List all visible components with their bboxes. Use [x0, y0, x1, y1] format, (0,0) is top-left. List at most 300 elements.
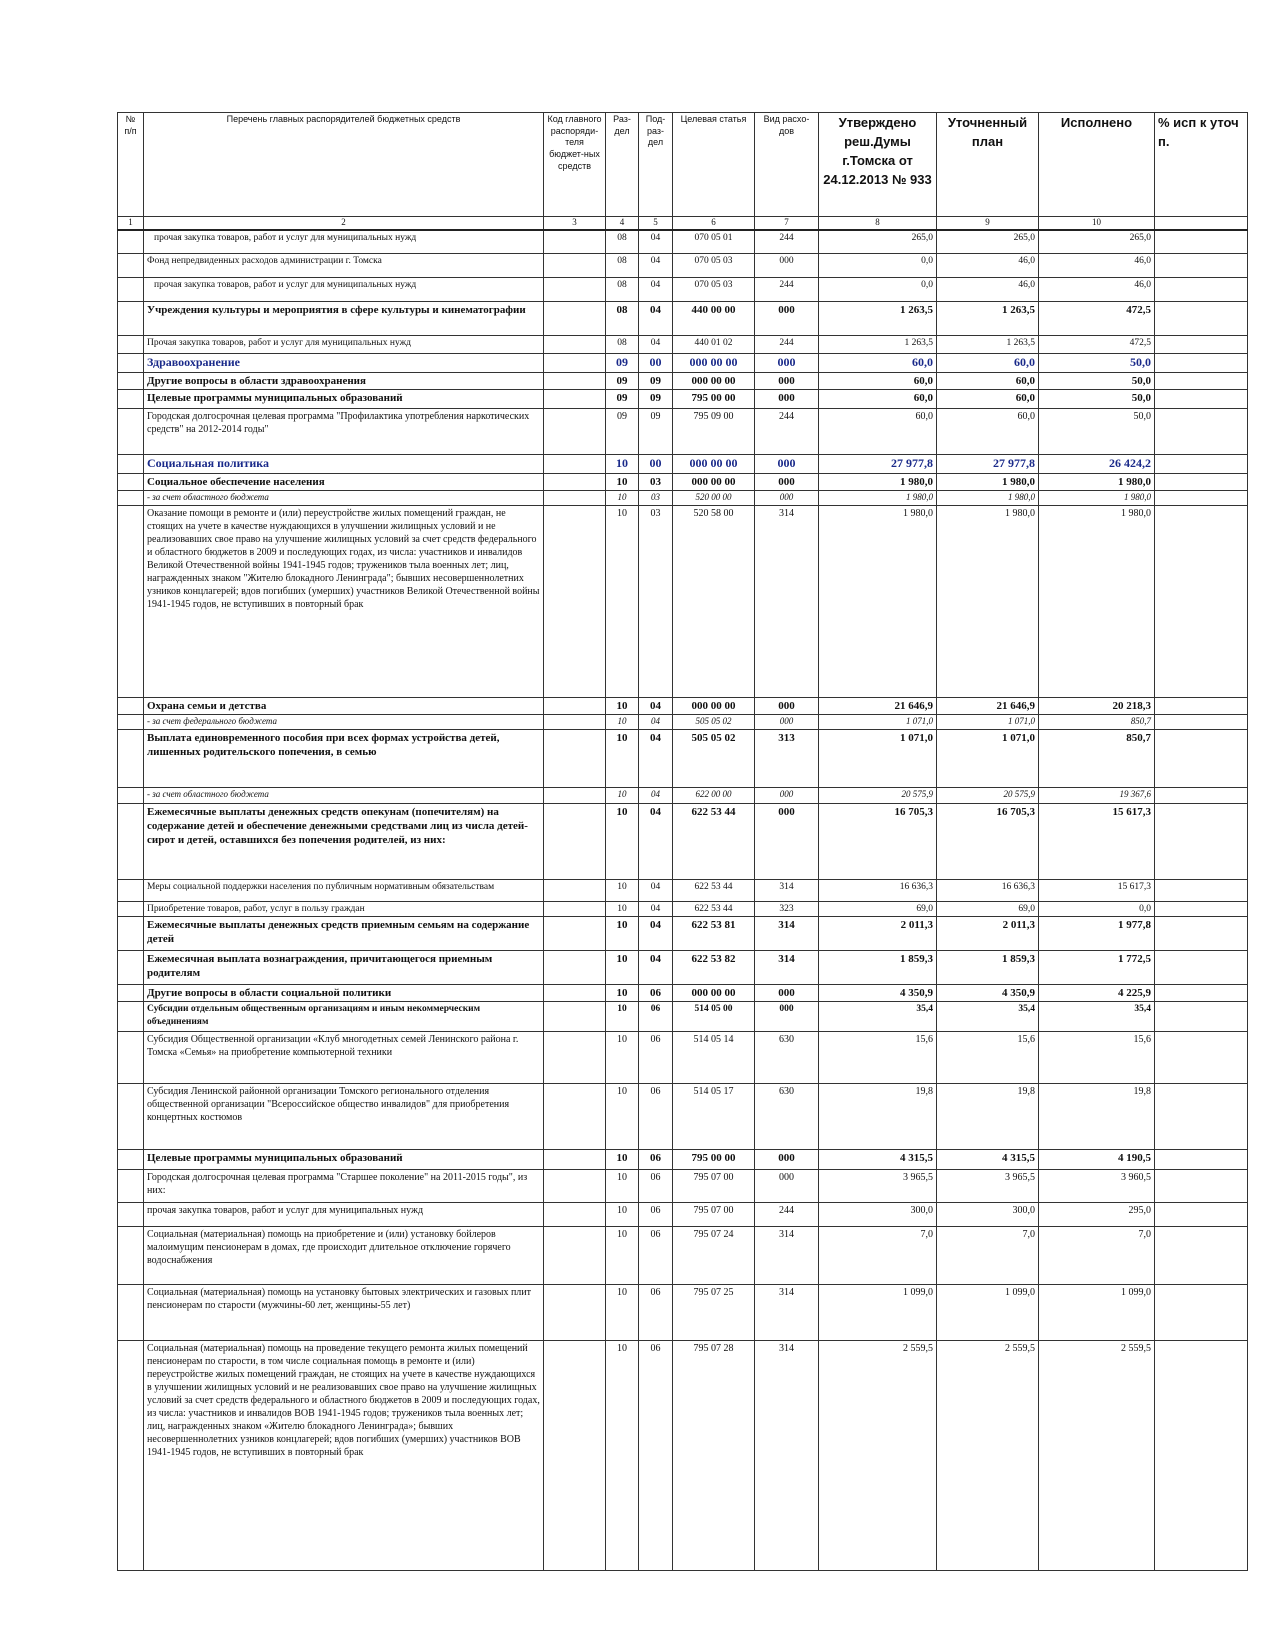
row-approved: 7,0 — [819, 1227, 937, 1285]
row-name: Другие вопросы в области социальной политики — [144, 984, 544, 1001]
row-section: 10 — [606, 950, 639, 984]
row-subsection: 04 — [639, 714, 673, 729]
row-target: 622 00 00 — [673, 787, 755, 803]
row-approved: 2 011,3 — [819, 916, 937, 950]
row-percent — [1155, 879, 1248, 901]
row-executed: 7,0 — [1039, 1227, 1155, 1285]
table-row — [118, 1170, 1248, 1203]
row-section: 10 — [606, 1150, 639, 1170]
row-section: 10 — [606, 714, 639, 729]
row-code — [544, 1227, 606, 1285]
row-exptype: 000 — [755, 473, 819, 490]
row-name: Меры социальной поддержки населения по публичным нормативным обязательствам — [144, 879, 544, 901]
row-target: 505 05 02 — [673, 714, 755, 729]
row-num — [118, 901, 144, 916]
row-code — [544, 714, 606, 729]
row-exptype: 244 — [755, 230, 819, 254]
row-subsection: 04 — [639, 729, 673, 787]
row-plan: 1 980,0 — [937, 473, 1039, 490]
row-name: Ежемесячные выплаты денежных средств приемным семьям на содержание детей — [144, 916, 544, 950]
row-name: - за счет федерального бюджета — [144, 714, 544, 729]
row-executed: 19 367,6 — [1039, 787, 1155, 803]
row-executed: 50,0 — [1039, 372, 1155, 389]
row-code — [544, 354, 606, 373]
row-percent — [1155, 714, 1248, 729]
row-target: 622 53 81 — [673, 916, 755, 950]
row-plan: 1 099,0 — [937, 1285, 1039, 1341]
row-subsection: 09 — [639, 372, 673, 389]
row-approved: 1 263,5 — [819, 302, 937, 336]
row-subsection: 04 — [639, 901, 673, 916]
row-executed: 19,8 — [1039, 1084, 1155, 1150]
table-row — [118, 1285, 1248, 1341]
row-num — [118, 455, 144, 474]
row-exptype: 000 — [755, 372, 819, 389]
row-target: 440 00 00 — [673, 302, 755, 336]
row-code — [544, 1170, 606, 1203]
row-section: 10 — [606, 879, 639, 901]
row-num — [118, 230, 144, 254]
row-target: 514 05 17 — [673, 1084, 755, 1150]
row-code — [544, 302, 606, 336]
header-executed: Исполнено — [1039, 113, 1155, 217]
row-approved: 0,0 — [819, 254, 937, 278]
row-approved: 16 636,3 — [819, 879, 937, 901]
row-code — [544, 950, 606, 984]
row-approved: 21 646,9 — [819, 697, 937, 714]
row-name: Целевые программы муниципальных образований — [144, 390, 544, 409]
table-row — [118, 901, 1248, 916]
header-percent: % исп к уточ п. — [1155, 113, 1248, 217]
row-subsection: 04 — [639, 254, 673, 278]
header-name: Перечень главных распорядителей бюджетных средств — [144, 113, 544, 217]
row-exptype: 314 — [755, 950, 819, 984]
row-exptype: 000 — [755, 1150, 819, 1170]
row-exptype: 000 — [755, 354, 819, 373]
column-numbers-row — [118, 217, 1248, 230]
row-approved: 16 705,3 — [819, 803, 937, 879]
row-plan: 300,0 — [937, 1203, 1039, 1227]
row-executed: 472,5 — [1039, 336, 1155, 354]
row-target: 795 07 00 — [673, 1170, 755, 1203]
row-executed: 295,0 — [1039, 1203, 1155, 1227]
table-row — [118, 230, 1248, 254]
row-target: 070 05 03 — [673, 254, 755, 278]
table-row — [118, 984, 1248, 1001]
row-subsection: 00 — [639, 455, 673, 474]
row-section: 10 — [606, 1032, 639, 1084]
row-executed: 265,0 — [1039, 230, 1155, 254]
row-percent — [1155, 1285, 1248, 1341]
row-name: Социальное обеспечение населения — [144, 473, 544, 490]
header-approved: Утверждено реш.Думы г.Томска от 24.12.2013 № 933 — [819, 113, 937, 217]
row-exptype: 630 — [755, 1032, 819, 1084]
table-row — [118, 336, 1248, 354]
row-section: 10 — [606, 916, 639, 950]
row-name: прочая закупка товаров, работ и услуг для муниципальных нужд — [144, 1203, 544, 1227]
row-executed: 35,4 — [1039, 1002, 1155, 1032]
row-approved: 60,0 — [819, 390, 937, 409]
row-subsection: 04 — [639, 230, 673, 254]
row-name: Субсидия Ленинской районной организации Томского регионального отделения общественной организации "Всероссийское общество инвалидов" для приобретения концертных костюмов — [144, 1084, 544, 1150]
row-code — [544, 697, 606, 714]
row-section: 10 — [606, 787, 639, 803]
row-percent — [1155, 390, 1248, 409]
row-subsection: 06 — [639, 1084, 673, 1150]
row-percent — [1155, 1150, 1248, 1170]
row-plan: 27 977,8 — [937, 455, 1039, 474]
row-code — [544, 1002, 606, 1032]
colnum: 1 — [118, 217, 144, 230]
header-subsection: Под-раз-дел — [639, 113, 673, 217]
row-exptype: 000 — [755, 1170, 819, 1203]
row-name: прочая закупка товаров, работ и услуг для муниципальных нужд — [144, 230, 544, 254]
row-name: Другие вопросы в области здравоохранения — [144, 372, 544, 389]
row-executed: 15,6 — [1039, 1032, 1155, 1084]
row-subsection: 06 — [639, 1002, 673, 1032]
row-executed: 472,5 — [1039, 302, 1155, 336]
row-plan: 1 071,0 — [937, 714, 1039, 729]
row-section: 10 — [606, 803, 639, 879]
row-code — [544, 803, 606, 879]
row-target: 070 05 01 — [673, 230, 755, 254]
row-percent — [1155, 984, 1248, 1001]
row-plan: 60,0 — [937, 354, 1039, 373]
table-row — [118, 1084, 1248, 1150]
row-name: Приобретение товаров, работ, услуг в пользу граждан — [144, 901, 544, 916]
row-exptype: 314 — [755, 879, 819, 901]
row-executed: 0,0 — [1039, 901, 1155, 916]
row-name: - за счет областного бюджета — [144, 787, 544, 803]
table-body — [118, 230, 1248, 1571]
row-num — [118, 1203, 144, 1227]
row-num — [118, 409, 144, 455]
row-section: 10 — [606, 490, 639, 505]
row-plan: 60,0 — [937, 390, 1039, 409]
row-percent — [1155, 1170, 1248, 1203]
row-section: 08 — [606, 302, 639, 336]
row-section: 09 — [606, 354, 639, 373]
row-plan: 46,0 — [937, 254, 1039, 278]
row-exptype: 630 — [755, 1084, 819, 1150]
row-subsection: 03 — [639, 473, 673, 490]
row-num — [118, 879, 144, 901]
row-num — [118, 505, 144, 697]
row-target: 000 00 00 — [673, 455, 755, 474]
row-num — [118, 1285, 144, 1341]
row-exptype: 000 — [755, 390, 819, 409]
row-name: Здравоохранение — [144, 354, 544, 373]
row-exptype: 000 — [755, 254, 819, 278]
row-code — [544, 455, 606, 474]
row-num — [118, 697, 144, 714]
row-exptype: 314 — [755, 1227, 819, 1285]
row-subsection: 06 — [639, 1341, 673, 1571]
row-percent — [1155, 230, 1248, 254]
row-exptype: 244 — [755, 336, 819, 354]
colnum: 9 — [937, 217, 1039, 230]
row-name: Целевые программы муниципальных образований — [144, 1150, 544, 1170]
row-percent — [1155, 505, 1248, 697]
row-name: Учреждения культуры и мероприятия в сфере культуры и кинематографии — [144, 302, 544, 336]
row-code — [544, 901, 606, 916]
row-percent — [1155, 697, 1248, 714]
row-percent — [1155, 787, 1248, 803]
row-num — [118, 916, 144, 950]
row-exptype: 000 — [755, 697, 819, 714]
table-row — [118, 254, 1248, 278]
row-section: 10 — [606, 505, 639, 697]
table-row — [118, 879, 1248, 901]
row-target: 795 00 00 — [673, 390, 755, 409]
row-approved: 3 965,5 — [819, 1170, 937, 1203]
row-approved: 1 263,5 — [819, 336, 937, 354]
table-row — [118, 1150, 1248, 1170]
table-row — [118, 1002, 1248, 1032]
row-num — [118, 278, 144, 302]
table-row — [118, 354, 1248, 373]
row-executed: 1 772,5 — [1039, 950, 1155, 984]
row-num — [118, 372, 144, 389]
row-executed: 1 980,0 — [1039, 473, 1155, 490]
row-target: 000 00 00 — [673, 984, 755, 1001]
row-plan: 19,8 — [937, 1084, 1039, 1150]
row-executed: 850,7 — [1039, 729, 1155, 787]
row-percent — [1155, 409, 1248, 455]
row-subsection: 09 — [639, 409, 673, 455]
row-executed: 4 190,5 — [1039, 1150, 1155, 1170]
row-num — [118, 729, 144, 787]
row-plan: 7,0 — [937, 1227, 1039, 1285]
colnum: 10 — [1039, 217, 1155, 230]
header-exptype: Вид расхо-дов — [755, 113, 819, 217]
row-percent — [1155, 336, 1248, 354]
row-subsection: 09 — [639, 390, 673, 409]
row-section: 10 — [606, 984, 639, 1001]
row-plan: 1 263,5 — [937, 302, 1039, 336]
row-percent — [1155, 490, 1248, 505]
row-plan: 15,6 — [937, 1032, 1039, 1084]
row-percent — [1155, 278, 1248, 302]
row-percent — [1155, 901, 1248, 916]
row-exptype: 000 — [755, 490, 819, 505]
budget-table-frame — [117, 112, 1275, 1571]
row-code — [544, 230, 606, 254]
row-subsection: 06 — [639, 1227, 673, 1285]
table-row — [118, 803, 1248, 879]
row-num — [118, 254, 144, 278]
row-approved: 4 315,5 — [819, 1150, 937, 1170]
row-subsection: 04 — [639, 302, 673, 336]
header-row — [118, 113, 1248, 217]
row-plan: 4 350,9 — [937, 984, 1039, 1001]
row-section: 08 — [606, 278, 639, 302]
row-section: 10 — [606, 1084, 639, 1150]
row-exptype: 323 — [755, 901, 819, 916]
row-plan: 20 575,9 — [937, 787, 1039, 803]
table-row — [118, 787, 1248, 803]
row-plan: 265,0 — [937, 230, 1039, 254]
row-executed: 50,0 — [1039, 354, 1155, 373]
colnum — [1155, 217, 1248, 230]
row-approved: 0,0 — [819, 278, 937, 302]
row-percent — [1155, 1002, 1248, 1032]
row-target: 622 53 82 — [673, 950, 755, 984]
row-approved: 4 350,9 — [819, 984, 937, 1001]
row-approved: 1 980,0 — [819, 505, 937, 697]
row-exptype: 000 — [755, 302, 819, 336]
row-num — [118, 302, 144, 336]
row-percent — [1155, 729, 1248, 787]
row-target: 000 00 00 — [673, 473, 755, 490]
row-code — [544, 1084, 606, 1150]
row-code — [544, 1150, 606, 1170]
row-code — [544, 490, 606, 505]
row-section: 10 — [606, 473, 639, 490]
row-section: 10 — [606, 455, 639, 474]
row-plan: 60,0 — [937, 409, 1039, 455]
row-num — [118, 1084, 144, 1150]
table-row — [118, 505, 1248, 697]
row-plan: 1 980,0 — [937, 490, 1039, 505]
colnum: 4 — [606, 217, 639, 230]
row-approved: 19,8 — [819, 1084, 937, 1150]
row-num — [118, 1002, 144, 1032]
row-approved: 69,0 — [819, 901, 937, 916]
row-executed: 1 977,8 — [1039, 916, 1155, 950]
row-name: Прочая закупка товаров, работ и услуг для муниципальных нужд — [144, 336, 544, 354]
row-subsection: 04 — [639, 697, 673, 714]
row-section: 08 — [606, 230, 639, 254]
row-code — [544, 254, 606, 278]
row-target: 622 53 44 — [673, 901, 755, 916]
row-subsection: 06 — [639, 984, 673, 1001]
row-name: Городская долгосрочная целевая программа "Старшее поколение" на 2011-2015 годы", из них: — [144, 1170, 544, 1203]
row-target: 000 00 00 — [673, 697, 755, 714]
header-target: Целевая статья — [673, 113, 755, 217]
row-target: 070 05 03 — [673, 278, 755, 302]
row-exptype: 314 — [755, 916, 819, 950]
row-name: Социальная политика — [144, 455, 544, 474]
row-exptype: 000 — [755, 714, 819, 729]
row-subsection: 06 — [639, 1032, 673, 1084]
row-subsection: 06 — [639, 1285, 673, 1341]
colnum: 8 — [819, 217, 937, 230]
row-percent — [1155, 1227, 1248, 1285]
row-exptype: 314 — [755, 1285, 819, 1341]
colnum: 6 — [673, 217, 755, 230]
row-section: 10 — [606, 729, 639, 787]
row-section: 09 — [606, 372, 639, 389]
header-code: Код главного распоряди-теля бюджет-ных средств — [544, 113, 606, 217]
row-target: 795 00 00 — [673, 1150, 755, 1170]
row-target: 514 05 14 — [673, 1032, 755, 1084]
row-target: 795 07 28 — [673, 1341, 755, 1571]
row-percent — [1155, 302, 1248, 336]
row-plan: 35,4 — [937, 1002, 1039, 1032]
row-section: 09 — [606, 390, 639, 409]
row-executed: 4 225,9 — [1039, 984, 1155, 1001]
table-row — [118, 1341, 1248, 1571]
row-subsection: 06 — [639, 1150, 673, 1170]
table-row — [118, 473, 1248, 490]
row-section: 10 — [606, 901, 639, 916]
row-percent — [1155, 950, 1248, 984]
table-row — [118, 455, 1248, 474]
row-name: Социальная (материальная) помощь на установку бытовых электрических и газовых плит пенсионерам по старости (мужчины-60 лет, женщины-55 лет) — [144, 1285, 544, 1341]
row-executed: 50,0 — [1039, 390, 1155, 409]
row-code — [544, 879, 606, 901]
row-plan: 2 011,3 — [937, 916, 1039, 950]
colnum: 5 — [639, 217, 673, 230]
row-num — [118, 1150, 144, 1170]
row-num — [118, 473, 144, 490]
row-plan: 16 636,3 — [937, 879, 1039, 901]
row-subsection: 04 — [639, 879, 673, 901]
row-target: 622 53 44 — [673, 803, 755, 879]
row-executed: 1 980,0 — [1039, 505, 1155, 697]
row-section: 10 — [606, 1227, 639, 1285]
row-code — [544, 372, 606, 389]
row-percent — [1155, 803, 1248, 879]
row-executed: 46,0 — [1039, 254, 1155, 278]
colnum: 2 — [144, 217, 544, 230]
row-subsection: 04 — [639, 336, 673, 354]
row-approved: 1 859,3 — [819, 950, 937, 984]
row-executed: 850,7 — [1039, 714, 1155, 729]
row-approved: 60,0 — [819, 372, 937, 389]
row-subsection: 04 — [639, 803, 673, 879]
row-executed: 15 617,3 — [1039, 879, 1155, 901]
row-target: 795 07 24 — [673, 1227, 755, 1285]
row-exptype: 000 — [755, 803, 819, 879]
row-target: 505 05 02 — [673, 729, 755, 787]
row-subsection: 04 — [639, 787, 673, 803]
table-row — [118, 409, 1248, 455]
row-exptype: 244 — [755, 278, 819, 302]
row-approved: 20 575,9 — [819, 787, 937, 803]
row-code — [544, 1285, 606, 1341]
row-target: 795 07 25 — [673, 1285, 755, 1341]
row-executed: 1 980,0 — [1039, 490, 1155, 505]
row-exptype: 244 — [755, 409, 819, 455]
budget-execution-table — [117, 112, 1248, 1571]
row-section: 08 — [606, 336, 639, 354]
row-code — [544, 473, 606, 490]
row-num — [118, 354, 144, 373]
row-code — [544, 1203, 606, 1227]
row-code — [544, 916, 606, 950]
row-percent — [1155, 916, 1248, 950]
colnum: 7 — [755, 217, 819, 230]
row-num — [118, 1341, 144, 1571]
row-subsection: 04 — [639, 950, 673, 984]
row-executed: 2 559,5 — [1039, 1341, 1155, 1571]
row-plan: 1 071,0 — [937, 729, 1039, 787]
row-subsection: 00 — [639, 354, 673, 373]
row-num — [118, 950, 144, 984]
row-approved: 35,4 — [819, 1002, 937, 1032]
row-num — [118, 390, 144, 409]
row-code — [544, 409, 606, 455]
row-executed: 20 218,3 — [1039, 697, 1155, 714]
row-executed: 46,0 — [1039, 278, 1155, 302]
row-subsection: 03 — [639, 505, 673, 697]
row-target: 000 00 00 — [673, 372, 755, 389]
row-code — [544, 1341, 606, 1571]
row-exptype: 313 — [755, 729, 819, 787]
row-executed: 50,0 — [1039, 409, 1155, 455]
